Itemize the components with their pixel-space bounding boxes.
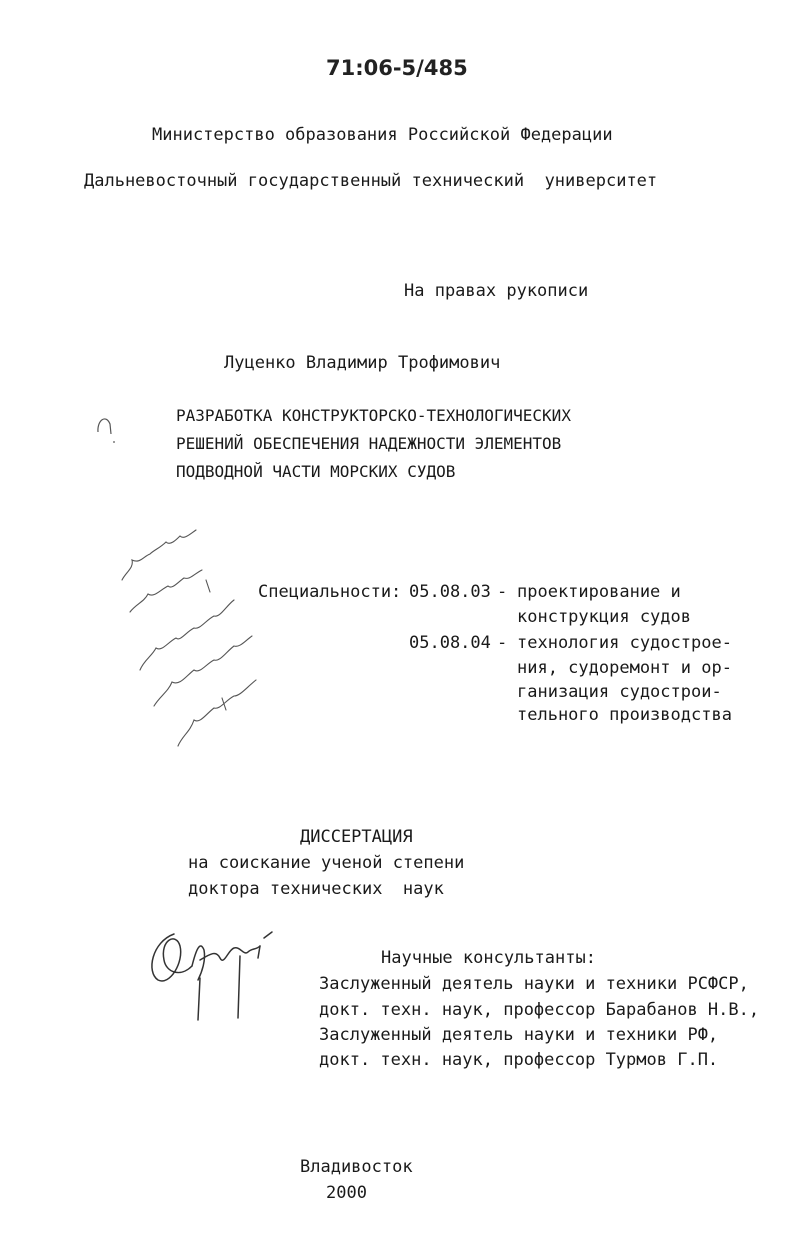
- author-signature: [140, 920, 290, 1025]
- specialty-code: 05.08.04: [409, 633, 491, 653]
- title-line: РЕШЕНИЙ ОБЕСПЕЧЕНИЯ НАДЕЖНОСТИ ЭЛЕМЕНТОВ: [176, 434, 562, 453]
- author-name: Луценко Владимир Трофимович: [224, 353, 501, 373]
- handwritten-mark: [92, 410, 122, 446]
- consultant-line: докт. техн. наук, профессор Турмов Г.П.: [319, 1050, 719, 1070]
- specialty-description-line: ганизация судострои-: [517, 682, 722, 702]
- specialty-description-line: тельного производства: [517, 705, 732, 725]
- specialties-label: Специальности:: [258, 582, 402, 602]
- specialty-code: 05.08.03: [409, 582, 491, 602]
- title-line: ПОДВОДНОЙ ЧАСТИ МОРСКИХ СУДОВ: [176, 462, 456, 481]
- document-type: ДИССЕРТАЦИЯ: [300, 827, 413, 847]
- specialty-dash: -: [497, 633, 508, 653]
- degree-line: на соискание ученой степени: [188, 853, 465, 873]
- specialty-description-line: технология судострое-: [517, 633, 732, 653]
- ministry-name: Министерство образования Российской Федерации: [152, 125, 613, 145]
- manuscript-rights-note: На правах рукописи: [404, 281, 589, 301]
- specialty-dash: -: [497, 582, 508, 602]
- catalog-number: 71:06-5/485: [326, 56, 468, 80]
- specialty-description-line: проектирование и: [517, 582, 681, 602]
- specialty-description-line: конструкция судов: [517, 607, 691, 627]
- title-line: РАЗРАБОТКА КОНСТРУКТОРСКО-ТЕХНОЛОГИЧЕСКИХ: [176, 406, 571, 425]
- consultants-heading: Научные консультанты:: [381, 948, 596, 968]
- specialty-description-line: ния, судоремонт и ор-: [517, 658, 732, 678]
- university-name: Дальневосточный государственный технический университет: [84, 171, 658, 191]
- consultant-line: Заслуженный деятель науки и техники РФ,: [319, 1025, 719, 1045]
- consultant-line: Заслуженный деятель науки и техники РСФСР,: [319, 974, 749, 994]
- handwritten-annotation: [110, 520, 270, 760]
- city: Владивосток: [300, 1157, 413, 1177]
- year: 2000: [326, 1183, 367, 1203]
- degree-line: доктора технических наук: [188, 879, 444, 899]
- consultant-line: докт. техн. наук, профессор Барабанов Н.В.,: [319, 1000, 760, 1020]
